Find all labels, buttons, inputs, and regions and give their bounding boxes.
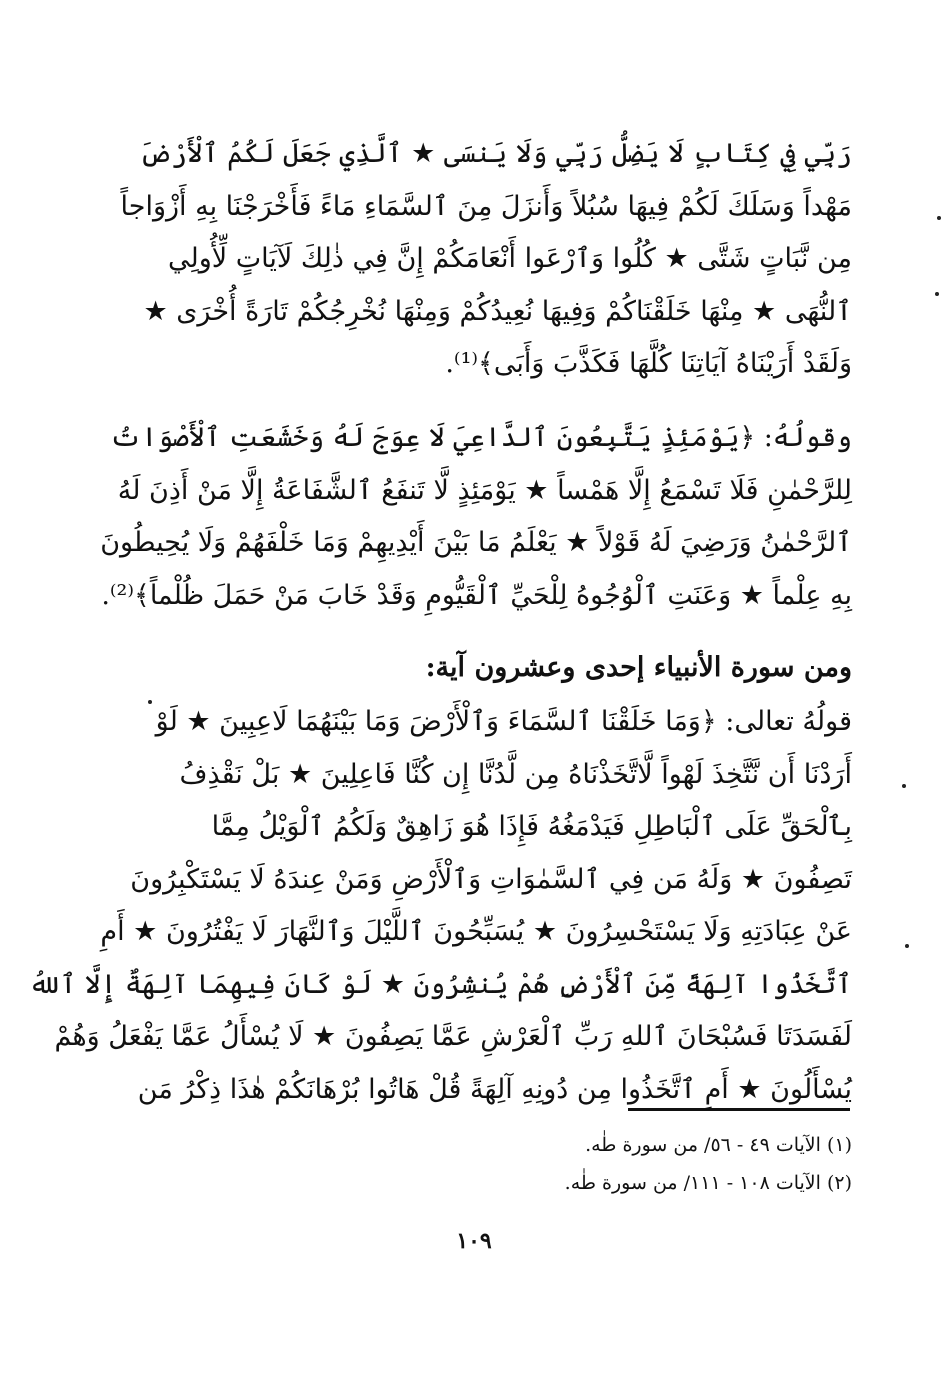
section-heading: ومن سورة الأنبياء إحدى وعشرون آية:: [425, 652, 852, 683]
quran-passage-taha-continuation: [120, 128, 852, 391]
footnote: (١) الآيات ٤٩ - ٥٦/ من سورة طٰه.: [585, 1134, 852, 1156]
text-line: تَصِفُونَ ★ وَلَهُ مَن فِي ٱلسَّمٰوَاتِ وَٱلْأَرْضِ وَمَنْ عِندَهُ لَا يَسْتَكْبِرُونَ: [130, 863, 852, 895]
text-line: لَفَسَدَتَا فَسُبْحَانَ ٱللهِ رَبِّ ٱلْعَرْشِ عَمَّا يَصِفُونَ ★ لَا يُسْأَلُ عَمَّا يَفْعَلُ وَهُمْ: [54, 1021, 852, 1052]
scan-speck: [902, 784, 906, 788]
quran-passage-taha-108: [100, 412, 852, 622]
text-line: بِٱلْحَقِّ عَلَى ٱلْبَاطِلِ فَيَدْمَغُهُ فَإِذَا هُوَ زَاهِقٌ وَلَكُمُ ٱلْوَيْلُ مِمَّا: [211, 811, 852, 842]
text-line: ٱلنُّهَى ★ مِنْهَا خَلَقْنَاكُمْ وَفِيهَا نُعِيدُكُمْ وَمِنْهَا نُخْرِجُكُمْ تَارَةً أُخْرَى ★: [143, 295, 852, 327]
text-line: قولُهُ تعالى: ﴿وَمَا خَلَقْنَا ٱلسَّمَاءَ وَٱلْأَرْضَ وَمَا بَيْنَهُمَا لَاعِبِينَ ★ لَوْ: [155, 706, 852, 737]
text-line: بِهِ عِلْماً ★ وَعَنَتِ ٱلْوُجُوهُ لِلْحَيِّ ٱلْقَيُّومِ وَقَدْ خَابَ مَنْ حَمَلَ ظُلْماً﴾⁽²⁾.: [101, 579, 852, 611]
footnotes: [420, 1126, 852, 1202]
text-line: أَرَدْنَا أَن نَّتَّخِذَ لَهْواً لَّاتَّخَذْنَاهُ مِن لَّدُنَّا إِن كُنَّا فَاعِلِينَ ★ بَلْ نَقْذِفُ: [179, 758, 852, 790]
text-line: مَهْداً وَسَلَكَ لَكُمْ فِيهَا سُبُلاً وَأَنزَلَ مِنَ ٱلسَّمَاءِ مَاءً فَأَخْرَجْنَا بِهِ أَزْوَاجاً: [120, 190, 852, 222]
text-line: وَلَقَدْ أَرَيْنَاهُ آيَاتِنَا كُلَّهَا فَكَذَّبَ وَأَبَى﴾⁽¹⁾.: [445, 348, 852, 379]
footnote: (٢) الآيات ١٠٨ - ١١١/ من سورة طٰه.: [564, 1172, 852, 1194]
text-line: وقولُهُ: ﴿يَوْمَئِذٍ يَتَّبِعُونَ ٱلدَّاعِيَ لَا عِوَجَ لَهُ وَخَشَعَتِ ٱلْأَصْوَاتُ: [109, 422, 852, 453]
scan-speck: [148, 700, 152, 704]
footnote-divider: [628, 1108, 850, 1111]
text-line: لِلرَّحْمٰنِ فَلَا تَسْمَعُ إِلَّا هَمْساً ★ يَوْمَئِذٍ لَّا تَنفَعُ ٱلشَّفَاعَةُ إِلَّا مَنْ أَذِنَ لَهُ: [117, 474, 852, 506]
text-line: رَبِّي فِي كِتَابٍ لَا يَضِلُّ رَبِّي وَلَا يَنسَى ★ ٱلَّذِي جَعَلَ لَكُمُ ٱلْأَرْضَ: [139, 138, 852, 169]
text-line: عَنْ عِبَادَتِهِ وَلَا يَسْتَحْسِرُونَ ★ يُسَبِّحُونَ ٱللَّيْلَ وَٱلنَّهَارَ لَا يَفْتُرُونَ ★ أَمِ: [100, 916, 852, 947]
text-line: ٱلرَّحْمٰنُ وَرَضِيَ لَهُ قَوْلاً ★ يَعْلَمُ مَا بَيْنَ أَيْدِيهِمْ وَمَا خَلْفَهُمْ وَلَا يُحِيطُونَ: [100, 527, 852, 558]
scan-speck: [905, 944, 909, 948]
page-number: ١٠٩: [456, 1228, 492, 1254]
text-line: مِن نَّبَاتٍ شَتَّى ★ كُلُوا وَٱرْعَوا أَنْعَامَكُمْ إِنَّ فِي ذٰلِكَ لَآيَاتٍ لِّأُولِي: [168, 243, 852, 274]
quran-passage-anbiya: [28, 696, 852, 1116]
scan-speck: [937, 216, 941, 220]
text-line: يُسْأَلُونَ ★ أَمِ ٱتَّخَذُوا مِن دُونِهِ آلِهَةً قُلْ هَاتُوا بُرْهَانَكُمْ هٰذَا ذِكْرُ مَن: [137, 1073, 852, 1105]
scan-speck: [935, 292, 939, 296]
text-line: ٱتَّخَذُوا آلِهَةً مِّنَ ٱلْأَرْضِ هُمْ يُنشِرُونَ ★ لَوْ كَانَ فِيهِمَا آلِهَةٌ إِلَّا ٱللهُ: [28, 968, 852, 1000]
